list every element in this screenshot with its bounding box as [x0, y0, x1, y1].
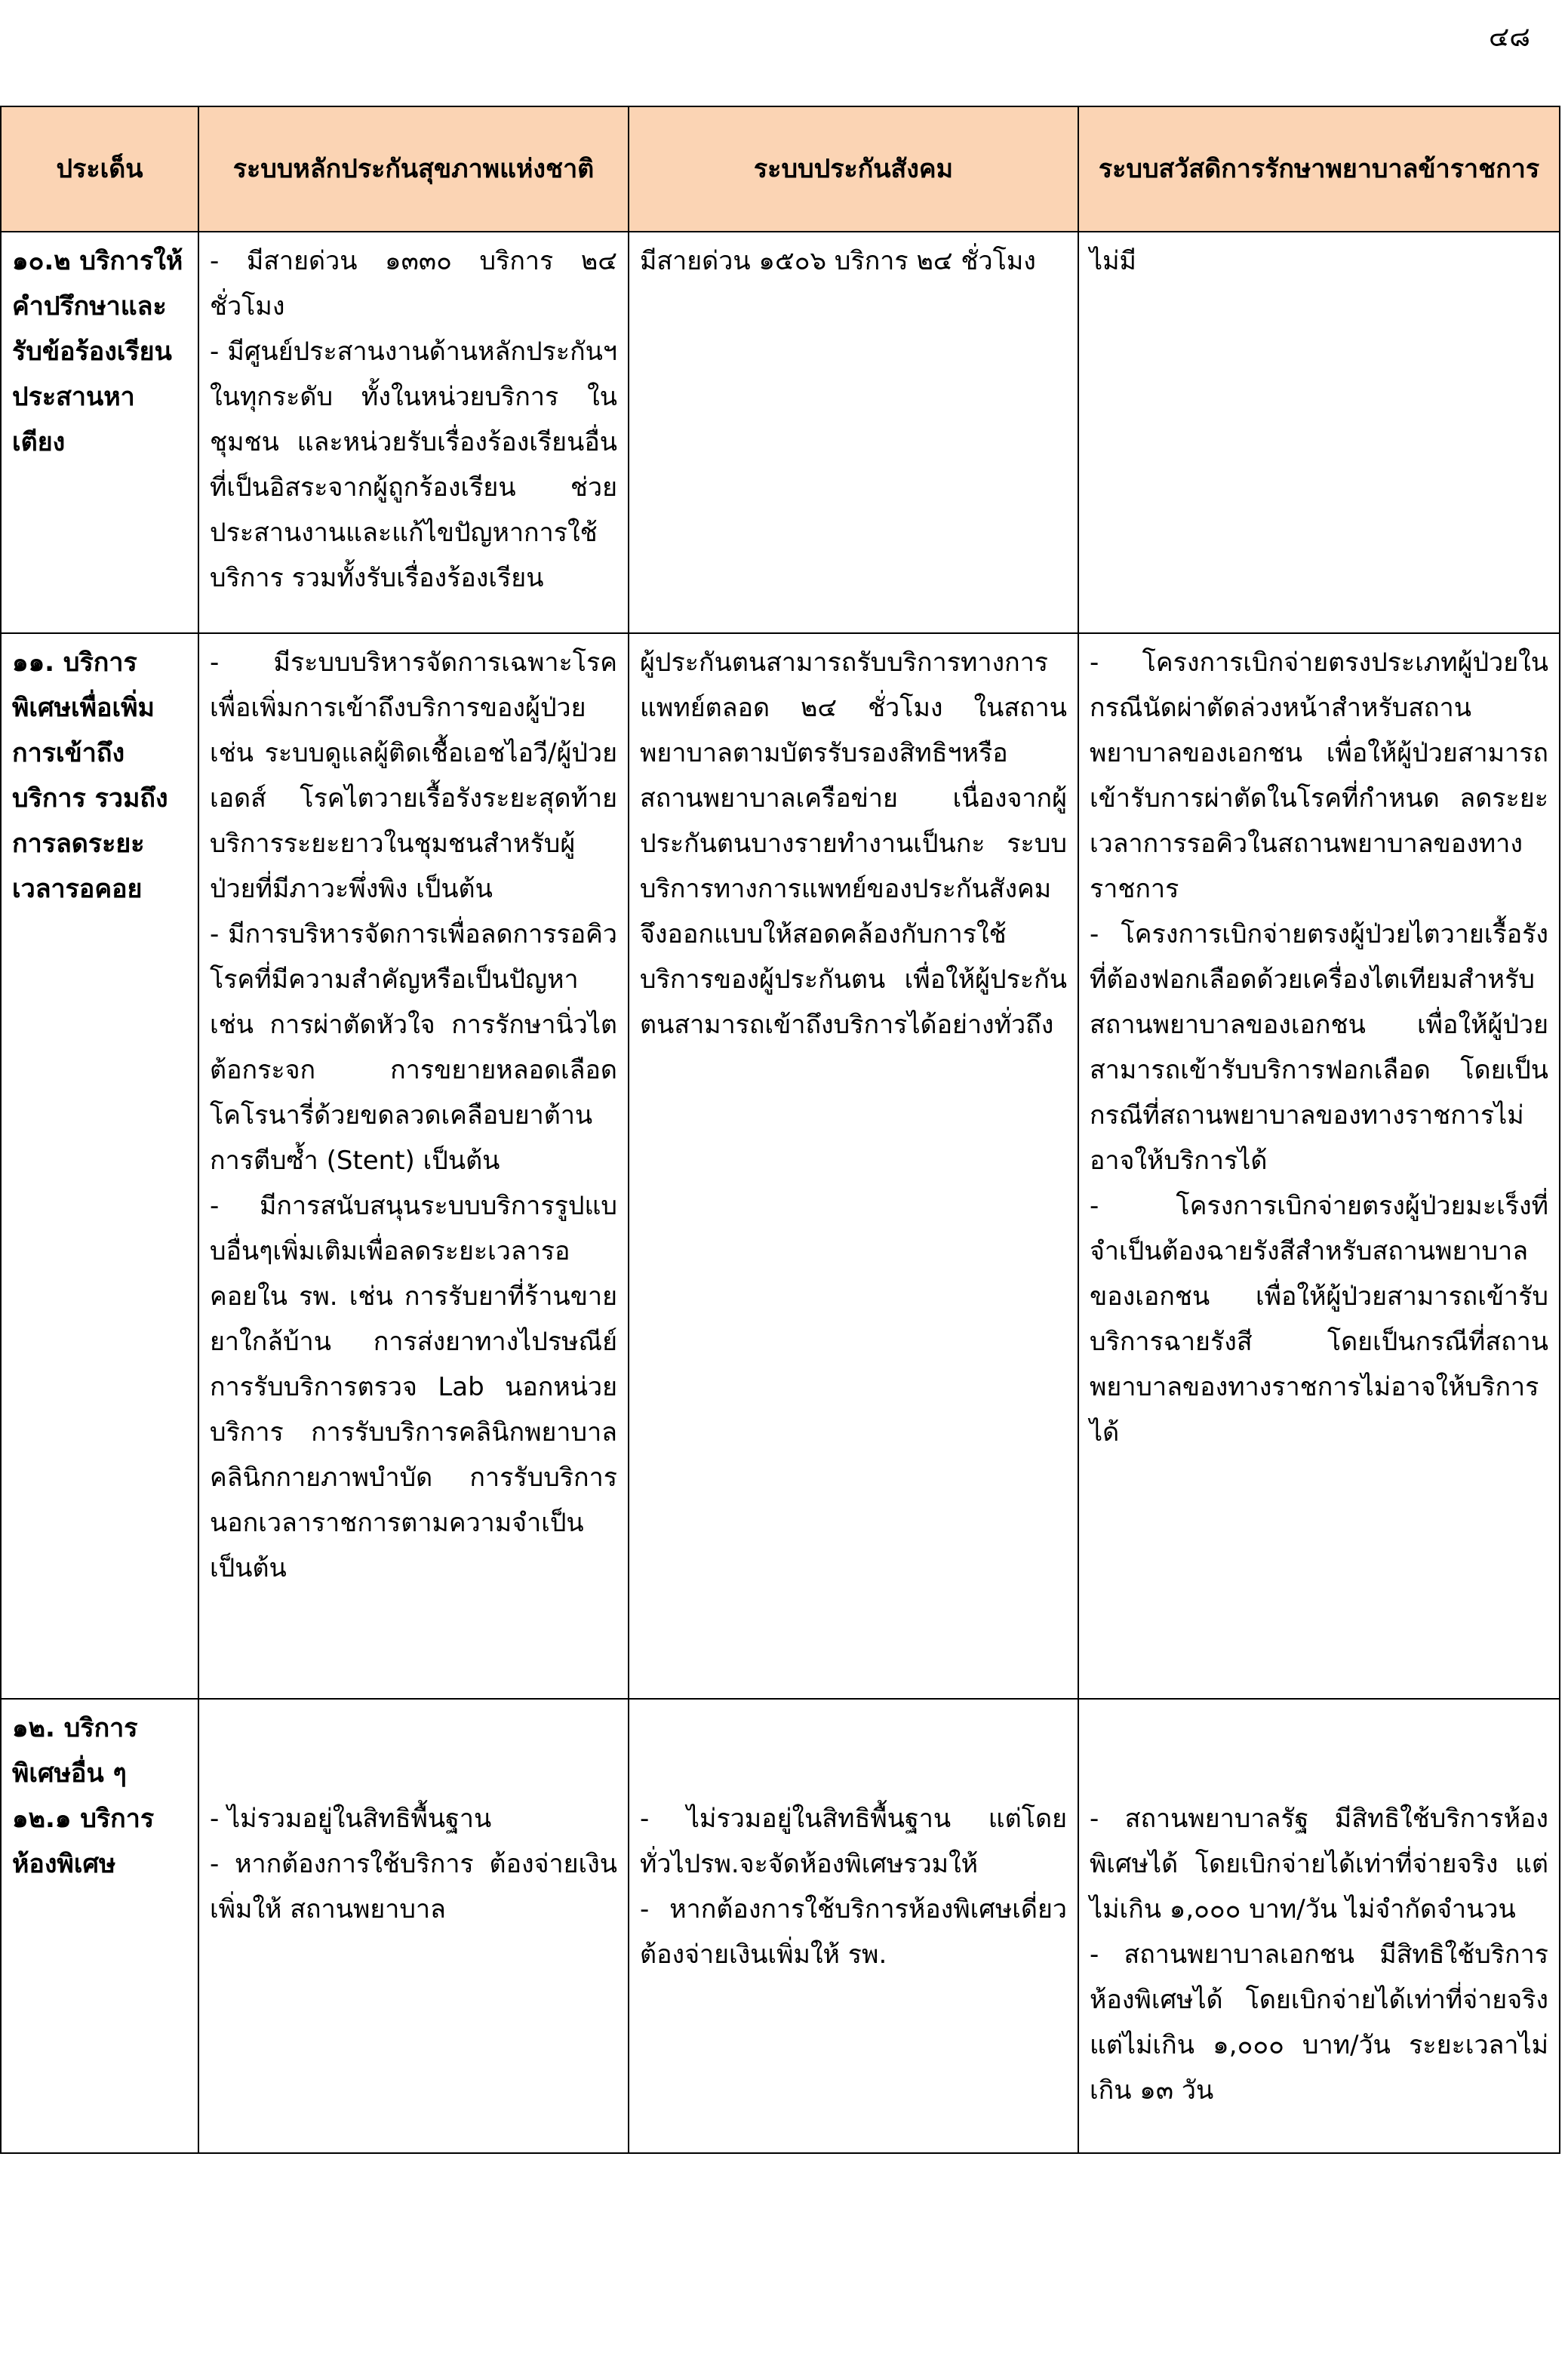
cell-spacer: [210, 1706, 617, 1796]
cell-nhso: [198, 232, 629, 633]
cell-sso: [629, 232, 1078, 633]
cell-paragraph: - มีสายด่วน ๑๓๓๐ บริการ ๒๔ ชั่วโมง: [210, 246, 617, 321]
row-topic: [1, 1699, 198, 2153]
cell-csmbs: [1078, 232, 1560, 633]
table-row: [1, 232, 1560, 633]
comparison-table: [0, 106, 1560, 2154]
cell-paragraph: - มีการสนับสนุนระบบบริการรูปแบบอื่นๆเพิ่มเติมเพื่อลดระยะเวลารอคอยใน รพ. เช่น การรับยาที่ร้านขายยาใกล้บ้าน การส่งยาทางไปรษณีย์ การรับบริการตรวจ Lab นอกหน่วยบริการ การรับบริการคลินิกพยาบาล คลินิกกายภาพบำบัด การรับบริการนอกเวลาราชการตามความจำเป็น เป็นต้น: [210, 1191, 617, 1583]
row-topic-text: ๑๑. บริการพิเศษเพื่อเพิ่มการเข้าถึงบริการ รวมถึงการลดระยะเวลารอคอย: [12, 648, 168, 904]
table-row: [1, 1699, 1560, 2153]
header-row: [1, 106, 1560, 232]
cell-paragraph: - โครงการเบิกจ่ายตรงประเภทผู้ป่วยในกรณีนัดผ่าตัดล่วงหน้าสำหรับสถานพยาบาลของเอกชน เพื่อให้ผู้ป่วยสามารถเข้ารับการผ่าตัดในโรคที่กำหนด ลดระยะเวลาการรอคิวในสถานพยาบาลของทางราชการ: [1090, 648, 1548, 904]
row-topic-text: ๑๐.๒ บริการให้คำปรึกษาและรับข้อร้องเรียนประสานหาเตียง: [12, 246, 183, 457]
header-nhso: ระบบหลักประกันสุขภาพแห่งชาติ: [198, 106, 629, 232]
cell-paragraph: - สถานพยาบาลรัฐ มีสิทธิใช้บริการห้องพิเศษได้ โดยเบิกจ่ายได้เท่าที่จ่ายจริง แต่ไม่เกิน ๑,๐๐๐ บาท/วัน ไม่จำกัดจำนวน: [1090, 1804, 1548, 1924]
cell-paragraph: ไม่มี: [1090, 246, 1136, 276]
table-row: [1, 633, 1560, 1699]
row-subtopic-text: ๑๒.๑ บริการห้องพิเศษ: [12, 1804, 155, 1879]
cell-spacer: [1090, 1706, 1548, 1796]
cell-paragraph: - โครงการเบิกจ่ายตรงผู้ป่วยไตวายเรื้อรังที่ต้องฟอกเลือดด้วยเครื่องไตเทียมสำหรับสถานพยาบาลของเอกชน เพื่อให้ผู้ป่วยสามารถเข้ารับบริการฟอกเลือด โดยเป็นกรณีที่สถานพยาบาลของทางราชการไม่อาจให้บริการได้: [1090, 919, 1548, 1176]
cell-sso: [629, 633, 1078, 1699]
cell-paragraph: - หากต้องการใช้บริการห้องพิเศษเดี่ยวต้องจ่ายเงินเพิ่มให้ รพ.: [640, 1894, 1067, 1970]
cell-nhso: [198, 1699, 629, 2153]
header-topic: ประเด็น: [1, 106, 198, 232]
row-topic: [1, 633, 198, 1699]
cell-paragraph: - มีระบบบริหารจัดการเฉพาะโรค เพื่อเพิ่มการเข้าถึงบริการของผู้ป่วย เช่น ระบบดูแลผู้ติดเชื้อเอชไอวี/ผู้ป่วยเอดส์ โรคไตวายเรื้อรังระยะสุดท้าย บริการระยะยาวในชุมชนสำหรับผู้ป่วยที่มีภาวะพึ่งพิง เป็นต้น: [210, 648, 617, 904]
cell-paragraph: ผู้ประกันตนสามารถรับบริการทางการแพทย์ตลอด ๒๔ ชั่วโมง ในสถานพยาบาลตามบัตรรับรองสิทธิฯหรือสถานพยาบาลเครือข่าย เนื่องจากผู้ประกันตนบางรายทำงานเป็นกะ ระบบบริการทางการแพทย์ของประกันสังคมจึงออกแบบให้สอดคล้องกับการใช้บริการของผู้ประกันตน เพื่อให้ผู้ประกันตนสามารถเข้าถึงบริการได้อย่างทั่วถึง: [640, 648, 1067, 1040]
cell-spacer: [640, 1706, 1067, 1796]
cell-paragraph: - หากต้องการใช้บริการ ต้องจ่ายเงินเพิ่มให้ สถานพยาบาล: [210, 1849, 617, 1924]
header-sso: ระบบประกันสังคม: [629, 106, 1078, 232]
header-csmbs: ระบบสวัสดิการรักษาพยาบาลข้าราชการ: [1078, 106, 1560, 232]
cell-paragraph: - สถานพยาบาลเอกชน มีสิทธิใช้บริการห้องพิเศษได้ โดยเบิกจ่ายได้เท่าที่จ่ายจริงแต่ไม่เกิน ๑,๐๐๐ บาท/วัน ระยะเวลาไม่เกิน ๑๓ วัน: [1090, 1940, 1548, 2106]
page-number: ๔๘: [1488, 22, 1530, 53]
cell-csmbs: [1078, 1699, 1560, 2153]
cell-paragraph: - มีศูนย์ประสานงานด้านหลักประกันฯในทุกระดับ ทั้งในหน่วยบริการ ในชุมชน และหน่วยรับเรื่องร้องเรียนอื่นที่เป็นอิสระจากผู้ถูกร้องเรียน ช่วยประสานงานและแก้ไขปัญหาการใช้บริการ รวมทั้งรับเรื่องร้องเรียน: [210, 337, 617, 593]
row-topic-text: ๑๒. บริการพิเศษอื่น ๆ: [12, 1713, 138, 1789]
table-header: [1, 106, 1560, 232]
cell-sso: [629, 1699, 1078, 2153]
cell-csmbs: [1078, 633, 1560, 1699]
row-topic: [1, 232, 198, 633]
table-body: [1, 232, 1560, 2153]
cell-paragraph: - ไม่รวมอยู่ในสิทธิพื้นฐาน: [210, 1804, 492, 1834]
cell-paragraph: - มีการบริหารจัดการเพื่อลดการรอคิวโรคที่มีความสำคัญหรือเป็นปัญหา เช่น การผ่าตัดหัวใจ การรักษานิ่วไต ต้อกระจก การขยายหลอดเลือดโคโรนารี่ด้วยขดลวดเคลือบยาต้านการตีบซ้ำ (Stent) เป็นต้น: [210, 919, 617, 1176]
cell-paragraph: - ไม่รวมอยู่ในสิทธิพื้นฐาน แต่โดยทั่วไปรพ.จะจัดห้องพิเศษรวมให้: [640, 1804, 1067, 1879]
cell-paragraph: - โครงการเบิกจ่ายตรงผู้ป่วยมะเร็งที่จำเป็นต้องฉายรังสีสำหรับสถานพยาบาลของเอกชน เพื่อให้ผู้ป่วยสามารถเข้ารับบริการฉายรังสี โดยเป็นกรณีที่สถานพยาบาลของทางราชการไม่อาจให้บริการได้: [1090, 1191, 1548, 1447]
cell-paragraph: มีสายด่วน ๑๕๐๖ บริการ ๒๔ ชั่วโมง: [640, 246, 1036, 276]
cell-nhso: [198, 633, 629, 1699]
